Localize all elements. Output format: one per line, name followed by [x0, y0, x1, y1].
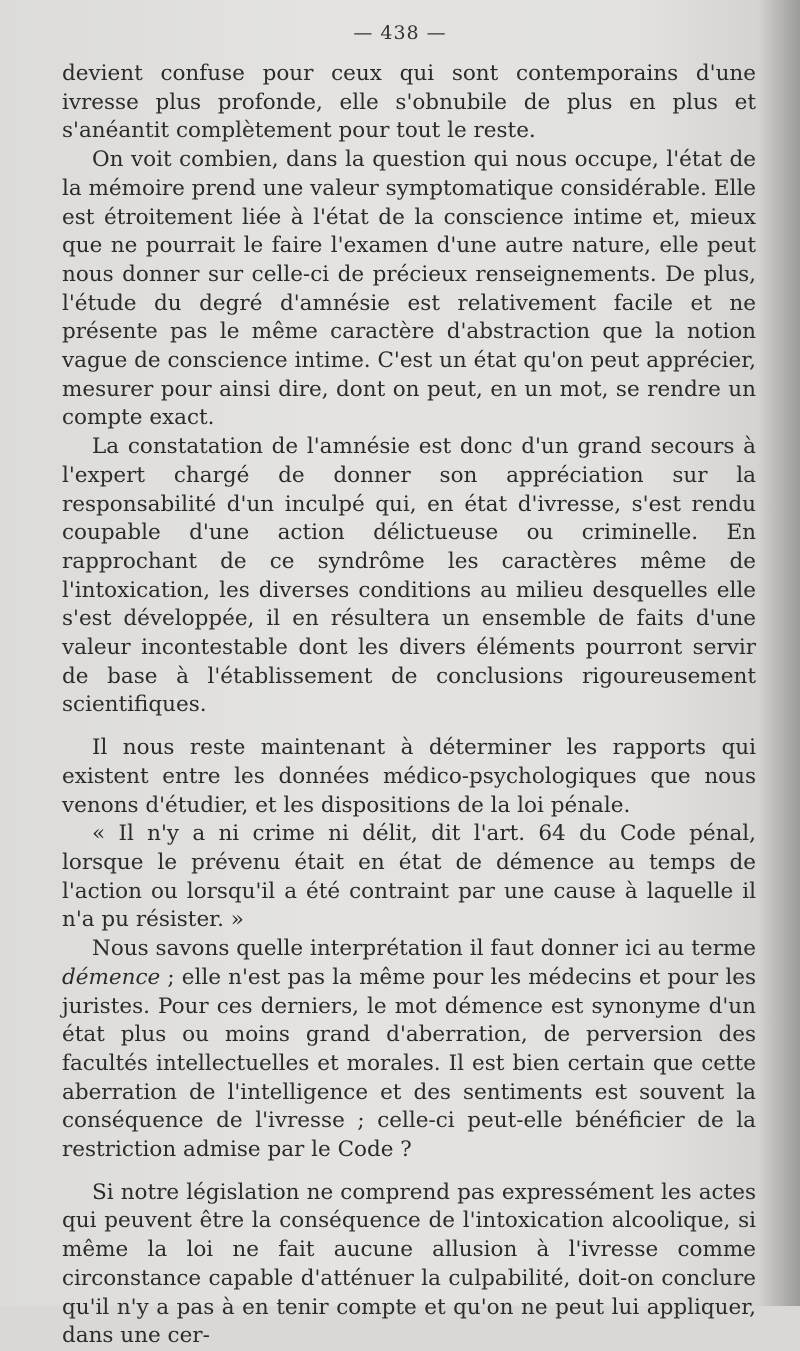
paragraph-text-after: ; elle n'est pas la même pour les médecins et pour les juristes. Pour ces derniers, le mot démence est synonyme d'un état plus ou moins grand d'aberration, de perversion des facultés intellectuelles et morales. Il est bien certain que cette aberration de l'intelligence et des sentiments est souvent la conséquence de l'ivresse ; celle-ci peut-elle bénéficier de la restriction admise par le Code ? — [62, 964, 756, 1163]
paragraph-article-64-quote: « Il n'y a ni crime ni délit, dit l'art. 64 du Code pénal, lorsque le prévenu était en état de démence au temps de l'action ou lorsqu'il a été contraint par une cause à laquelle il n'a pu résister. » — [62, 821, 756, 933]
paragraph-text-before: Nous savons quelle interprétation il faut donner ici au terme — [92, 936, 756, 962]
paragraph-penal-law: Il nous reste maintenant à déterminer les rapports qui existent entre les données médico-psychologiques que nous venons d'étudier, et les dispositions de la loi pénale. — [62, 735, 756, 818]
page-edge-shadow — [758, 0, 800, 1306]
page-body-text — [62, 60, 756, 1351]
paragraph-dementia-interpretation — [62, 935, 756, 1165]
page-number: — 438 — — [353, 22, 447, 44]
italic-term-demence: démence — [62, 964, 161, 990]
paragraph-legislation: Si notre législation ne comprend pas expressément les actes qui peuvent être la conséquence de l'intoxication alcoolique, si même la loi ne fait aucune allusion à l'ivresse comme circonstance capable d'atténuer la culpabilité, doit-on conclure qu'il n'y a pas à en tenir compte et qu'on ne peut lui appliquer, dans une cer- — [62, 1179, 756, 1349]
paragraph-memory-value: On voit combien, dans la question qui nous occupe, l'état de la mémoire prend une valeur symptomatique considérable. Elle est étroitement liée à l'état de la conscience intime et, mieux que ne pourrait le faire l'examen d'une autre nature, elle peut nous donner sur celle-ci de précieux renseignements. De plus, l'étude du degré d'amnésie est relativement facile et ne présente pas le même caractère d'abstraction que la notion vague de conscience intime. C'est un état qu'on peut apprécier, mesurer pour ainsi dire, dont on peut, en un mot, se rendre un compte exact. — [62, 147, 756, 431]
paragraph-continuation: devient confuse pour ceux qui sont contemporains d'une ivresse plus profonde, elle s'obnubile de plus en plus et s'anéantit complètement pour tout le reste. — [62, 61, 756, 144]
paragraph-amnesia-expert: La constatation de l'amnésie est donc d'un grand secours à l'expert chargé de donner son appréciation sur la responsabilité d'un inculpé qui, en état d'ivresse, s'est rendu coupable d'une action délictueuse ou criminelle. En rapprochant de ce syndrôme les caractères même de l'intoxication, les diverses conditions au milieu desquelles elle s'est développée, il en résultera un ensemble de faits d'une valeur incontestable dont les divers éléments pourront servir de base à l'établissement de conclusions rigoureusement scientifiques. — [62, 434, 756, 718]
